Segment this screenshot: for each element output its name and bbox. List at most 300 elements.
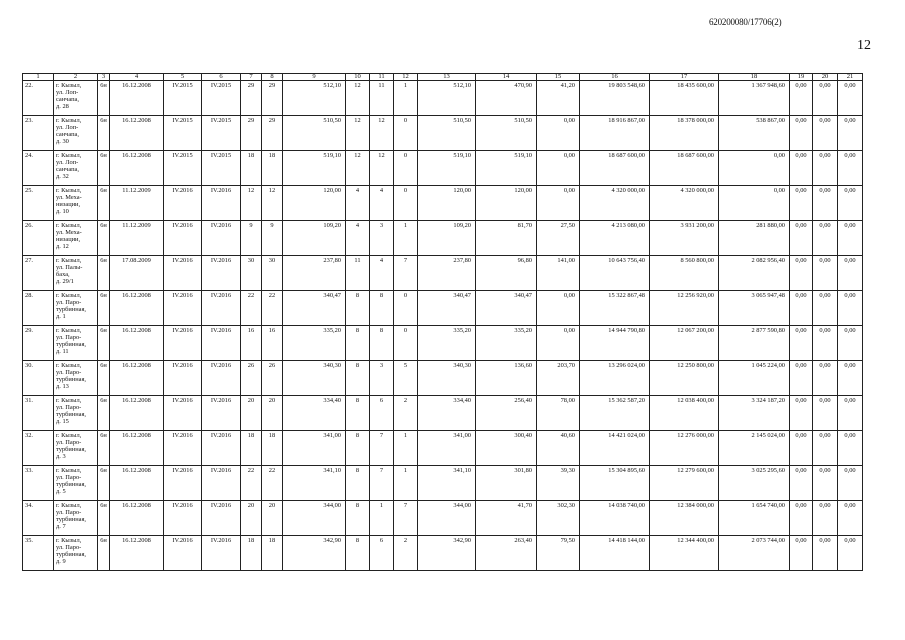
table-cell: 28.	[23, 291, 54, 326]
table-cell: 519,10	[418, 151, 476, 186]
table-cell: 12	[370, 151, 394, 186]
table-cell: 0,00	[537, 116, 580, 151]
table-cell: IV.2016	[164, 221, 202, 256]
table-cell: IV.2015	[202, 116, 241, 151]
table-cell: 0,00	[813, 116, 838, 151]
table-row	[23, 326, 863, 361]
table-cell: 8	[370, 326, 394, 361]
table-cell: 18	[262, 151, 283, 186]
column-header: 5	[164, 74, 202, 81]
table-cell: IV.2016	[164, 466, 202, 501]
table-cell: 510,50	[283, 116, 346, 151]
table-cell: IV.2016	[164, 536, 202, 571]
table-cell: 0,00	[813, 221, 838, 256]
table-cell: 0,00	[838, 221, 863, 256]
table-cell: 12 384 000,00	[650, 501, 719, 536]
table-row	[23, 361, 863, 396]
table-cell: 22	[241, 291, 262, 326]
table-cell: 11	[346, 256, 370, 291]
table-cell: 26.	[23, 221, 54, 256]
table-cell: 8	[346, 361, 370, 396]
table-cell: 14 944 790,80	[580, 326, 650, 361]
table-cell: 12 067 200,00	[650, 326, 719, 361]
table-cell: 20	[262, 396, 283, 431]
table-cell: 7	[370, 431, 394, 466]
table-cell: 3	[370, 221, 394, 256]
table-cell: 12 256 920,00	[650, 291, 719, 326]
table-cell: 16.12.2008	[110, 536, 164, 571]
column-header: 7	[241, 74, 262, 81]
table-cell: 6	[370, 396, 394, 431]
table-cell: 341,10	[283, 466, 346, 501]
table-cell: 11.12.2009	[110, 186, 164, 221]
table-cell: 22	[262, 466, 283, 501]
table-cell: IV.2016	[202, 361, 241, 396]
table-cell: 0,00	[838, 81, 863, 116]
table-cell: 340,47	[418, 291, 476, 326]
table-cell: 1	[370, 501, 394, 536]
table-cell: 18 916 867,00	[580, 116, 650, 151]
table-cell: 8	[346, 431, 370, 466]
table-cell: 18 378 000,00	[650, 116, 719, 151]
column-header: 6	[202, 74, 241, 81]
table-cell: 30.	[23, 361, 54, 396]
table-cell: 15 304 895,60	[580, 466, 650, 501]
table-cell: 33.	[23, 466, 54, 501]
table-cell: 0,00	[790, 186, 813, 221]
table-cell: 6н	[98, 396, 110, 431]
table-cell: 6н	[98, 501, 110, 536]
table-cell: 4 320 000,00	[650, 186, 719, 221]
table-cell: 341,00	[418, 431, 476, 466]
table-cell: 341,00	[283, 431, 346, 466]
table-cell: 302,30	[537, 501, 580, 536]
table-cell: 12	[262, 186, 283, 221]
table-cell: 3 931 200,00	[650, 221, 719, 256]
table-cell: 6н	[98, 431, 110, 466]
table-cell: 300,40	[476, 431, 537, 466]
table-cell: 4	[346, 186, 370, 221]
table-cell: 25.	[23, 186, 54, 221]
table-cell: 0,00	[838, 256, 863, 291]
table-cell: г. Кызыл, ул. Меха- низации, д. 12	[54, 221, 98, 256]
table-cell: 341,10	[418, 466, 476, 501]
table-cell: 16.12.2008	[110, 431, 164, 466]
table-cell: 6н	[98, 256, 110, 291]
table-cell: 20	[241, 396, 262, 431]
table-cell: IV.2016	[164, 396, 202, 431]
table-cell: 8	[346, 326, 370, 361]
table-cell: 1	[394, 81, 418, 116]
table-cell: 16.12.2008	[110, 396, 164, 431]
column-header: 18	[719, 74, 790, 81]
table-cell: IV.2016	[164, 186, 202, 221]
table-cell: 31.	[23, 396, 54, 431]
table-cell: 237,80	[418, 256, 476, 291]
table-row	[23, 221, 863, 256]
table-cell: IV.2016	[202, 326, 241, 361]
table-cell: 40,60	[537, 431, 580, 466]
table-cell: IV.2016	[202, 466, 241, 501]
table-cell: 0,00	[790, 361, 813, 396]
column-header: 10	[346, 74, 370, 81]
table-cell: 9	[241, 221, 262, 256]
table-cell: 512,10	[283, 81, 346, 116]
table-cell: 10 643 756,40	[580, 256, 650, 291]
table-cell: 22	[262, 291, 283, 326]
table-cell: 29.	[23, 326, 54, 361]
column-header: 21	[838, 74, 863, 81]
table-cell: 22.	[23, 81, 54, 116]
table-cell: 519,10	[283, 151, 346, 186]
table-cell: 16.12.2008	[110, 501, 164, 536]
table-cell: 8 560 800,00	[650, 256, 719, 291]
table-cell: 11.12.2009	[110, 221, 164, 256]
table-cell: 41,70	[476, 501, 537, 536]
table-cell: 0,00	[813, 151, 838, 186]
table-cell: 340,30	[283, 361, 346, 396]
table-cell: 6н	[98, 186, 110, 221]
table-cell: 0,00	[813, 431, 838, 466]
table-cell: 0,00	[813, 536, 838, 571]
table-cell: IV.2016	[202, 396, 241, 431]
table-cell: 16.12.2008	[110, 116, 164, 151]
table-cell: 4	[370, 186, 394, 221]
table-cell: 6н	[98, 326, 110, 361]
table-cell: 0,00	[813, 81, 838, 116]
table-cell: г. Кызыл, ул. Паро- турбинная, д. 1	[54, 291, 98, 326]
table-cell: 41,20	[537, 81, 580, 116]
table-cell: 0,00	[790, 431, 813, 466]
table-cell: 301,80	[476, 466, 537, 501]
table-cell: 5	[394, 361, 418, 396]
table-cell: 0,00	[838, 291, 863, 326]
table-cell: 519,10	[476, 151, 537, 186]
table-cell: 22	[241, 466, 262, 501]
table-cell: 0,00	[537, 186, 580, 221]
table-cell: 39,30	[537, 466, 580, 501]
table-cell: 0	[394, 151, 418, 186]
table-cell: 340,30	[418, 361, 476, 396]
table-cell: 1	[394, 466, 418, 501]
table-cell: 0,00	[790, 396, 813, 431]
table-cell: 15 322 867,48	[580, 291, 650, 326]
table-cell: IV.2016	[202, 186, 241, 221]
page-number: 12	[857, 38, 871, 53]
table-cell: 8	[346, 466, 370, 501]
table-cell: 0,00	[719, 186, 790, 221]
table-cell: 334,40	[418, 396, 476, 431]
table-cell: г. Кызыл, ул. Паро- турбинная, д. 15	[54, 396, 98, 431]
table-cell: 0,00	[790, 221, 813, 256]
table-cell: 1 654 740,00	[719, 501, 790, 536]
table-cell: 0,00	[719, 151, 790, 186]
table-cell: 0,00	[790, 536, 813, 571]
table-cell: IV.2016	[164, 361, 202, 396]
table-cell: 1 045 224,00	[719, 361, 790, 396]
table-row	[23, 186, 863, 221]
table-cell: 3 065 947,48	[719, 291, 790, 326]
table-cell: 12 276 000,00	[650, 431, 719, 466]
table-cell: 18	[241, 151, 262, 186]
table-cell: 335,20	[418, 326, 476, 361]
column-header: 8	[262, 74, 283, 81]
table-cell: 335,20	[283, 326, 346, 361]
table-cell: 12 344 400,00	[650, 536, 719, 571]
column-header: 4	[110, 74, 164, 81]
table-cell: 29	[262, 116, 283, 151]
table-cell: 7	[394, 256, 418, 291]
table-cell: 0,00	[838, 536, 863, 571]
table-cell: 8	[346, 291, 370, 326]
table-cell: 16.12.2008	[110, 466, 164, 501]
column-header: 14	[476, 74, 537, 81]
table-cell: IV.2015	[164, 116, 202, 151]
table-cell: 16	[262, 326, 283, 361]
table-cell: 0,00	[813, 501, 838, 536]
table-cell: 2	[394, 396, 418, 431]
table-cell: 26	[241, 361, 262, 396]
table-cell: 26	[262, 361, 283, 396]
table-cell: 120,00	[476, 186, 537, 221]
column-header: 3	[98, 74, 110, 81]
table-cell: 8	[370, 291, 394, 326]
table-cell: IV.2016	[164, 326, 202, 361]
table-cell: 0,00	[790, 326, 813, 361]
table-cell: 0,00	[813, 256, 838, 291]
table-cell: 0,00	[838, 466, 863, 501]
table-cell: 34.	[23, 501, 54, 536]
table-cell: 18 687 600,00	[650, 151, 719, 186]
table-cell: 15 362 587,20	[580, 396, 650, 431]
table-cell: г. Кызыл, ул. Лоп- санчапа, д. 28	[54, 81, 98, 116]
table-cell: 0,00	[790, 291, 813, 326]
table-cell: 6	[370, 536, 394, 571]
table-cell: 7	[370, 466, 394, 501]
data-table	[22, 73, 863, 571]
table-cell: 12	[370, 116, 394, 151]
table-cell: 17.08.2009	[110, 256, 164, 291]
table-cell: 3	[370, 361, 394, 396]
table-cell: 0,00	[790, 466, 813, 501]
table-cell: 12	[346, 81, 370, 116]
table-cell: IV.2016	[202, 291, 241, 326]
table-cell: 18	[241, 536, 262, 571]
table-row	[23, 291, 863, 326]
table-cell: 470,90	[476, 81, 537, 116]
table-cell: 13 296 024,00	[580, 361, 650, 396]
table-cell: 8	[346, 396, 370, 431]
table-cell: 0,00	[813, 396, 838, 431]
table-cell: 510,50	[418, 116, 476, 151]
column-header: 19	[790, 74, 813, 81]
table-cell: 0,00	[838, 396, 863, 431]
table-cell: 16.12.2008	[110, 291, 164, 326]
table-cell: 0,00	[813, 186, 838, 221]
table-cell: IV.2015	[164, 151, 202, 186]
table-cell: 11	[370, 81, 394, 116]
table-cell: 0,00	[838, 116, 863, 151]
table-cell: 12 250 800,00	[650, 361, 719, 396]
table-cell: 512,10	[418, 81, 476, 116]
table-cell: 340,47	[476, 291, 537, 326]
table-cell: IV.2015	[202, 151, 241, 186]
column-header: 16	[580, 74, 650, 81]
table-cell: 18	[262, 536, 283, 571]
table-cell: г. Кызыл, ул. Паро- турбинная, д. 11	[54, 326, 98, 361]
table-cell: г. Кызыл, ул. Лоп- санчапа, д. 30	[54, 116, 98, 151]
table-cell: 6н	[98, 221, 110, 256]
table-row	[23, 536, 863, 571]
table-cell: 4	[370, 256, 394, 291]
table-cell: 0,00	[790, 501, 813, 536]
table-cell: 18 687 600,00	[580, 151, 650, 186]
table-cell: IV.2016	[202, 431, 241, 466]
table-cell: 20	[241, 501, 262, 536]
table-cell: 0,00	[838, 501, 863, 536]
table-cell: 29	[262, 81, 283, 116]
table-cell: 78,00	[537, 396, 580, 431]
table-row	[23, 396, 863, 431]
table-cell: 510,50	[476, 116, 537, 151]
table-cell: 3 324 187,20	[719, 396, 790, 431]
table-cell: 141,00	[537, 256, 580, 291]
table-cell: 27,50	[537, 221, 580, 256]
table-cell: 136,60	[476, 361, 537, 396]
table-row	[23, 151, 863, 186]
table-cell: 1	[394, 431, 418, 466]
table-cell: 0,00	[790, 151, 813, 186]
table-cell: 27.	[23, 256, 54, 291]
table-cell: 281 880,00	[719, 221, 790, 256]
table-row	[23, 431, 863, 466]
table-cell: 30	[241, 256, 262, 291]
table-row	[23, 466, 863, 501]
table-cell: 342,90	[283, 536, 346, 571]
table-cell: 203,70	[537, 361, 580, 396]
table-cell: 0,00	[838, 186, 863, 221]
table-cell: 0,00	[790, 256, 813, 291]
table-cell: 0,00	[838, 361, 863, 396]
table-cell: 0,00	[813, 326, 838, 361]
table-cell: 6н	[98, 361, 110, 396]
table-cell: 4 320 000,00	[580, 186, 650, 221]
table-cell: 8	[346, 501, 370, 536]
table-cell: 6н	[98, 81, 110, 116]
table-cell: 0	[394, 326, 418, 361]
table-cell: 120,00	[418, 186, 476, 221]
table-cell: IV.2016	[164, 256, 202, 291]
table-cell: 12	[346, 151, 370, 186]
table-cell: г. Кызыл, ул. Лоп- санчапа, д. 32	[54, 151, 98, 186]
table-cell: 16.12.2008	[110, 326, 164, 361]
table-cell: 14 038 740,00	[580, 501, 650, 536]
table-cell: 32.	[23, 431, 54, 466]
table-cell: 120,00	[283, 186, 346, 221]
table-cell: 0,00	[790, 81, 813, 116]
table-row	[23, 501, 863, 536]
table-cell: г. Кызыл, ул. Палы- баха, д. 29/1	[54, 256, 98, 291]
table-cell: 12	[346, 116, 370, 151]
table-cell: 342,90	[418, 536, 476, 571]
table-cell: 18	[262, 431, 283, 466]
table-cell: 237,80	[283, 256, 346, 291]
table-cell: 256,40	[476, 396, 537, 431]
table-row	[23, 256, 863, 291]
table-cell: 12	[241, 186, 262, 221]
table-cell: 29	[241, 116, 262, 151]
table-cell: IV.2015	[164, 81, 202, 116]
table-cell: 6н	[98, 151, 110, 186]
table-cell: IV.2016	[202, 536, 241, 571]
table-cell: 1	[394, 221, 418, 256]
table-cell: г. Кызыл, ул. Паро- турбинная, д. 3	[54, 431, 98, 466]
table-cell: IV.2015	[202, 81, 241, 116]
table-cell: 344,00	[283, 501, 346, 536]
table-cell: 0,00	[838, 326, 863, 361]
table-cell: 2 877 590,80	[719, 326, 790, 361]
table-cell: 18	[241, 431, 262, 466]
table-cell: 9	[262, 221, 283, 256]
table-cell: IV.2016	[164, 501, 202, 536]
table-header-row	[23, 74, 863, 81]
table-cell: г. Кызыл, ул. Паро- турбинная, д. 9	[54, 536, 98, 571]
table-cell: 334,40	[283, 396, 346, 431]
column-header: 20	[813, 74, 838, 81]
table-cell: 538 867,00	[719, 116, 790, 151]
table-cell: 263,40	[476, 536, 537, 571]
table-cell: 3 025 295,60	[719, 466, 790, 501]
document-code: 620200080/17706(2)	[709, 17, 782, 27]
table-cell: 20	[262, 501, 283, 536]
table-cell: 8	[346, 536, 370, 571]
table-cell: IV.2016	[202, 501, 241, 536]
table-cell: 24.	[23, 151, 54, 186]
table-cell: 81,70	[476, 221, 537, 256]
table-cell: 12 279 600,00	[650, 466, 719, 501]
table-cell: 0,00	[537, 291, 580, 326]
table-cell: 0	[394, 116, 418, 151]
table-cell: 2 073 744,00	[719, 536, 790, 571]
table-cell: 7	[394, 501, 418, 536]
table-cell: 16	[241, 326, 262, 361]
table-cell: 340,47	[283, 291, 346, 326]
table-cell: 2 082 956,40	[719, 256, 790, 291]
table-cell: 0	[394, 186, 418, 221]
table-cell: 0,00	[813, 466, 838, 501]
table-cell: 19 803 548,60	[580, 81, 650, 116]
column-header: 15	[537, 74, 580, 81]
table-cell: 35.	[23, 536, 54, 571]
column-header: 12	[394, 74, 418, 81]
table-cell: 4 213 080,00	[580, 221, 650, 256]
table-cell: 79,50	[537, 536, 580, 571]
table-cell: 344,00	[418, 501, 476, 536]
table-cell: IV.2016	[202, 221, 241, 256]
table-row	[23, 116, 863, 151]
table-cell: 0,00	[813, 291, 838, 326]
table-cell: 12 038 400,00	[650, 396, 719, 431]
table-cell: 18 435 600,00	[650, 81, 719, 116]
table-cell: г. Кызыл, ул. Паро- турбинная, д. 7	[54, 501, 98, 536]
table-cell: 1 367 948,60	[719, 81, 790, 116]
table-cell: 335,20	[476, 326, 537, 361]
table-cell: 16.12.2008	[110, 151, 164, 186]
table-cell: 16.12.2008	[110, 361, 164, 396]
table-cell: IV.2016	[164, 431, 202, 466]
table-cell: 6н	[98, 116, 110, 151]
table-cell: г. Кызыл, ул. Паро- турбинная, д. 13	[54, 361, 98, 396]
